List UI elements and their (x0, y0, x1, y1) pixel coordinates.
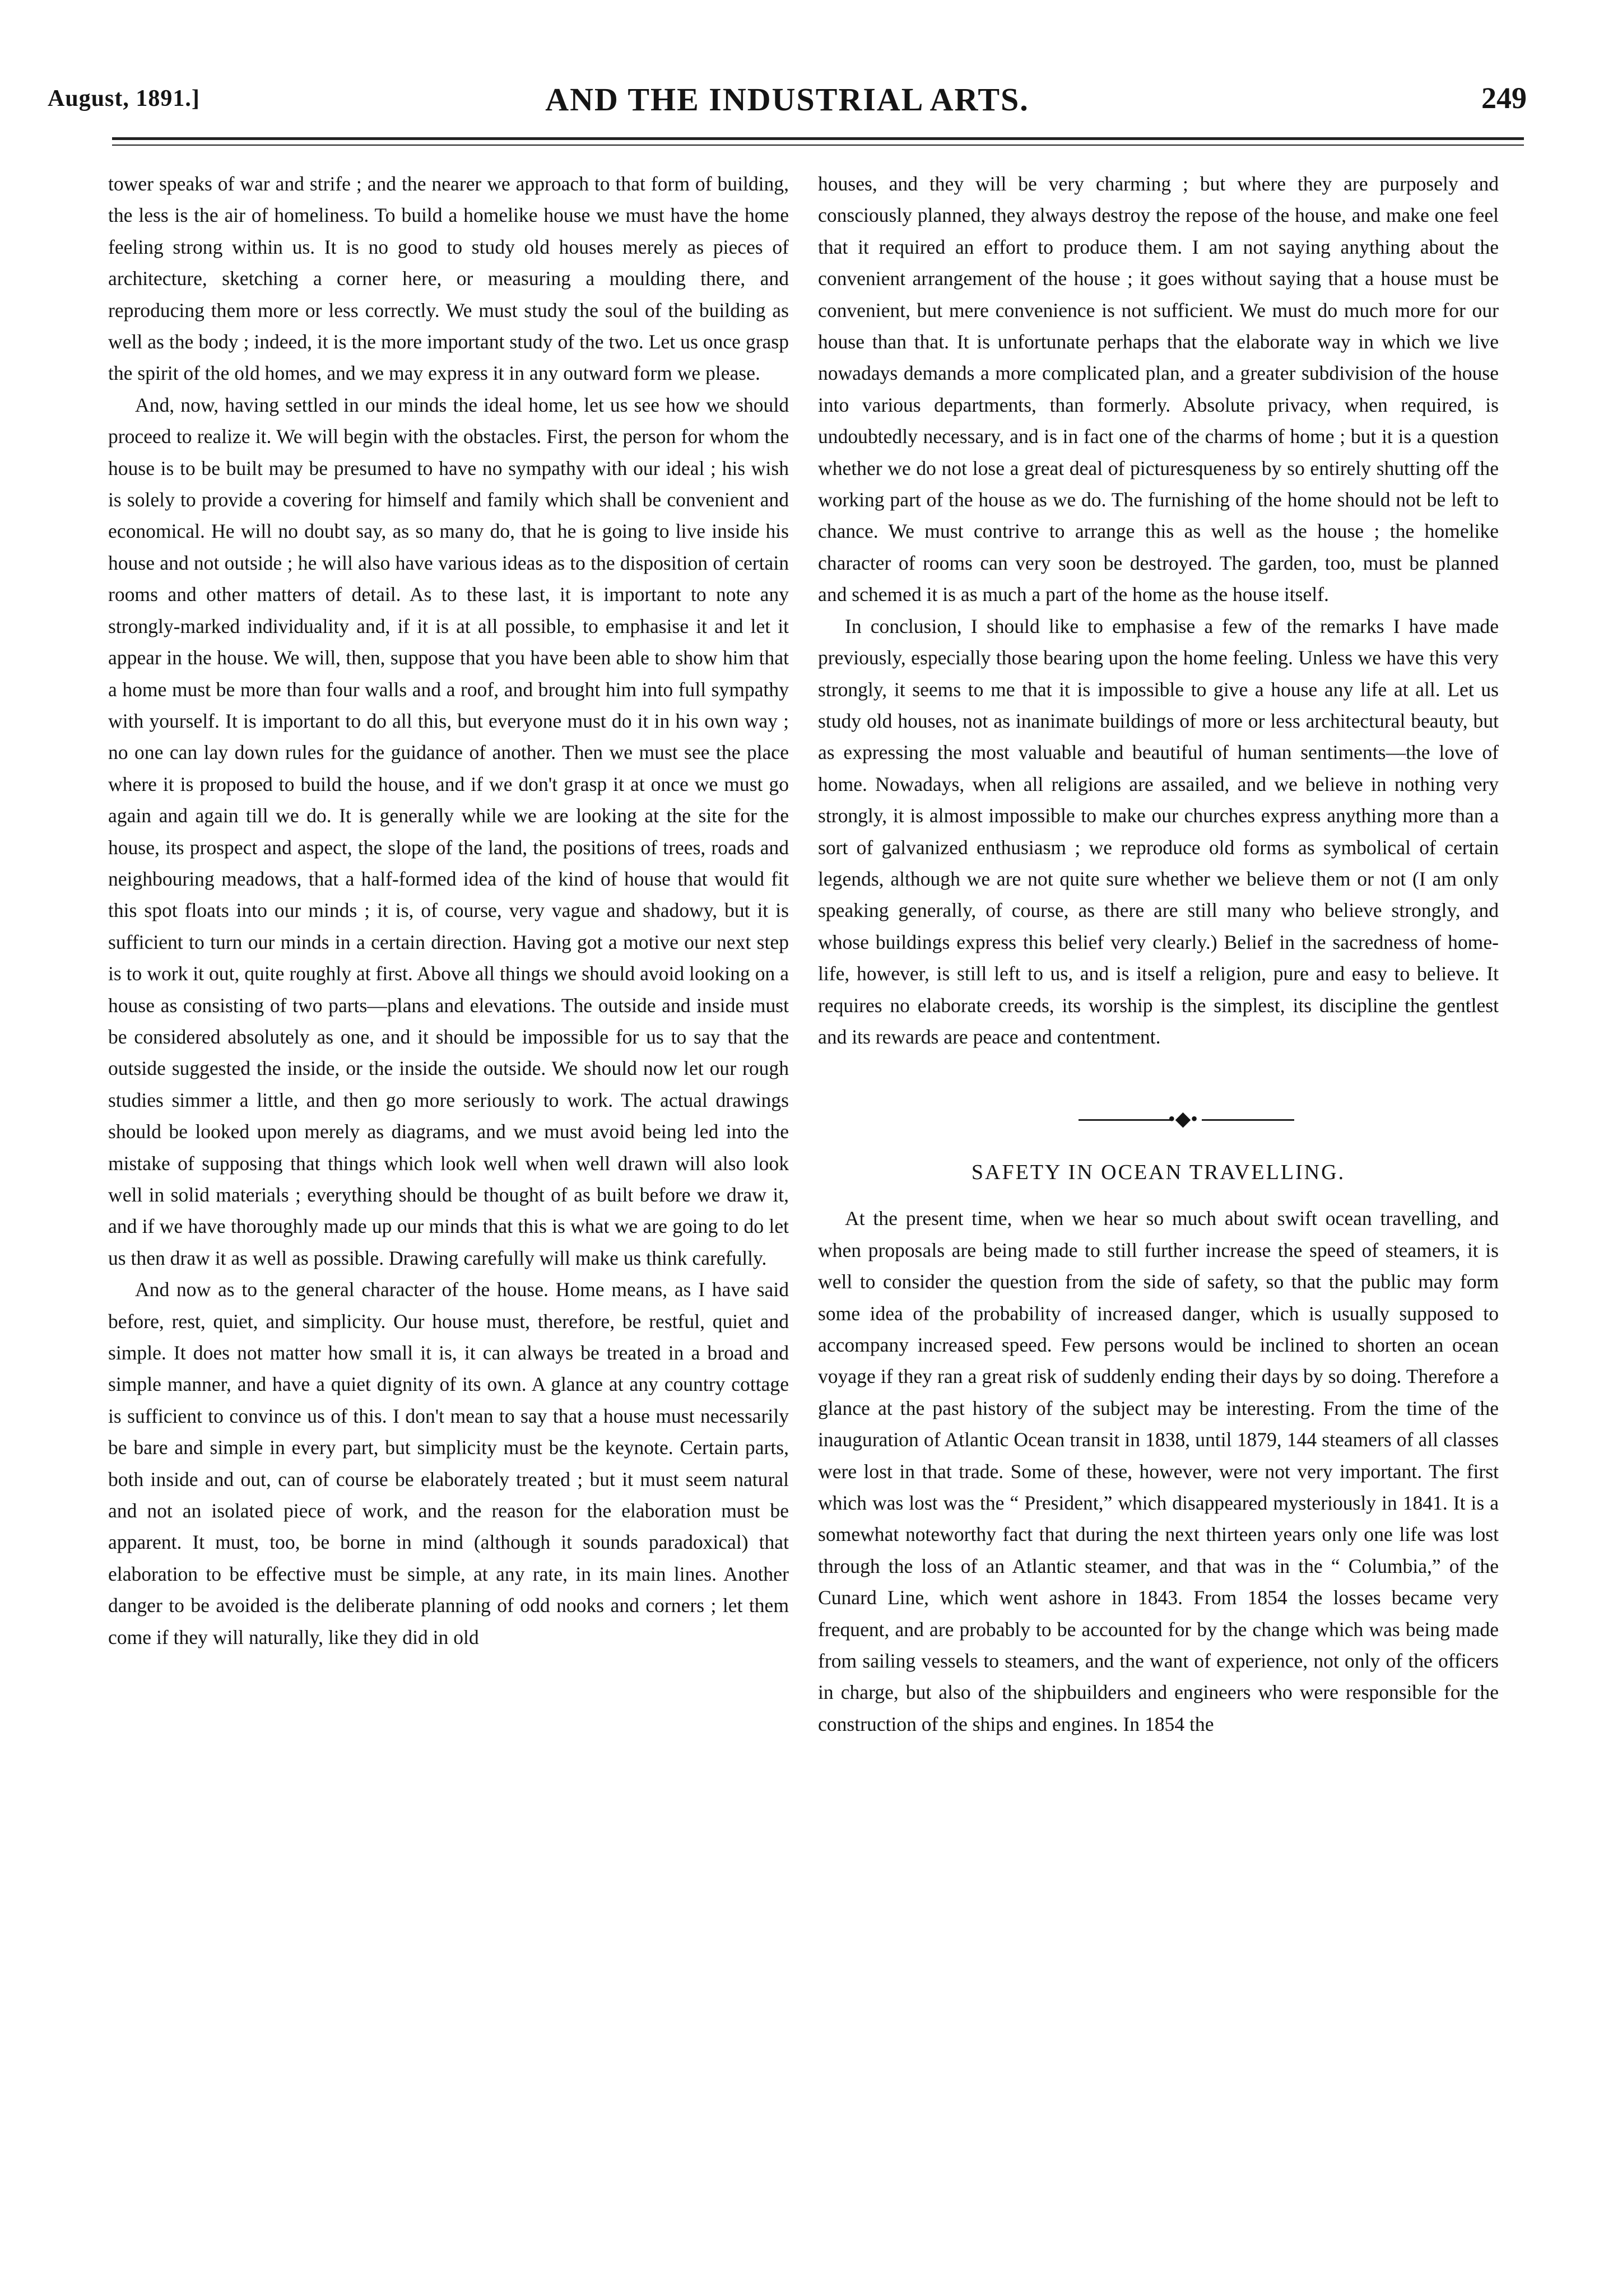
paragraph: And now as to the general character of the house. Home means, as I have said before, rest, quiet, and simplicity. Our house must, therefore, be restful, quiet and simple. It does not matter how small it is, it can always be treated in a broad and simple manner, and have a quiet dignity of its own. A glance at any country cottage is sufficient to convince us of this. I don't mean to say that a house must necessarily be bare and simple in every part, but simplicity must be the keynote. Certain parts, both inside and out, can of course be elaborately treated ; but it must seem natural and not an isolated piece of work, and the reason for the elaboration must be apparent. It must, too, be borne in mind (although it sounds paradoxical) that elaboration to be effective must be simple, at any rate, in its main lines. Another danger to be avoided is the deliberate planning of odd nooks and corners ; let them come if they will naturally, like they did in old (108, 1278, 789, 1648)
section-divider-ornament (818, 1101, 1499, 1140)
divider-line-right (1202, 1119, 1294, 1121)
article-title: SAFETY IN OCEAN TRAVELLING. (971, 1161, 1346, 1185)
page-number: 249 (1481, 81, 1527, 115)
header-rule-thin (112, 145, 1524, 146)
right-column (818, 168, 1499, 1740)
paragraph: tower speaks of war and strife ; and the nearer we approach to that form of building, the less is the air of homeliness. To build a homelike house we must have the home feeling strong within us. It is no good to study old houses merely as pieces of architecture, sketching a corner here, or measuring a moulding there, and reproducing them more or less correctly. We must study the soul of the building as well as the body ; indeed, it is the more important study of the two. Let us once grasp the spirit of the old homes, and we may express it in any outward form we please. (108, 173, 789, 385)
header-title: AND THE INDUSTRIAL ARTS. (545, 81, 1029, 118)
paragraph: At the present time, when we hear so much about swift ocean travelling, and when proposals are being made to still further increase the speed of steamers, it is well to consider the question from the side of safety, so that the public may form some idea of the probability of increased danger, which is usually supposed to accompany increased speed. Few persons would be inclined to shorten an ocean voyage if they ran a great risk of suddenly ending their days by so doing. Therefore a glance at the past history of the subject may be interesting. From the time of the inauguration of Atlantic Ocean transit in 1838, until 1879, 144 steamers of all classes were lost in that trade. Some of these, however, were not very important. The first which was lost was the “ President,” which disappeared mysteriously in 1841. It is a somewhat noteworthy fact that during the next thirteen years only one life was lost through the loss of an Atlantic steamer, and that was in the “ Columbia,” of the Cunard Line, which went ashore in 1843. From 1854 the losses became very frequent, and are probably to be accounted for by the change which was being made from sailing vessels to steamers, and the want of experience, not only of the officers in charge, but also of the shipbuilders and engineers who were responsible for the construction of the ships and engines. In 1854 the (818, 1207, 1499, 1735)
paragraph: In conclusion, I should like to emphasise a few of the remarks I have made previously, especially those bearing upon the home feeling. Unless we have this very strongly, it seems to me that it is impossible to give a house any life at all. Let us study old houses, not as inanimate buildings of more or less architectural beauty, but as expressing the most valuable and beautiful of human sentiments—the love of home. Nowadays, when all religions are assailed, and we believe in nothing very strongly, it is almost impossible to make our churches express anything more than a sort of galvanized enthusiasm ; we reproduce old forms as symbolical of certain legends, although we are not quite sure whether we believe them or not (I am only speaking generally, of course, as there are still many who believe strongly, and whose buildings express this belief very clearly.) Belief in the sacredness of home-life, however, is still left to us, and is itself a religion, pure and easy to believe. It requires no elaborate creeds, its worship is the simplest, its discipline the gentlest and its rewards are peace and contentment. (818, 614, 1499, 1048)
header-date: August, 1891.] (48, 86, 200, 111)
paragraph: And, now, having settled in our minds the ideal home, let us see how we should proceed to realize it. We will begin with the obstacles. First, the person for whom the house is to be built may be presumed to have no sympathy with our ideal ; his wish is solely to provide a covering for himself and family which shall be convenient and economical. He will no doubt say, as so many do, that he is going to live inside his house and not outside ; he will also have various ideas as to the disposition of certain rooms and other matters of detail. As to these last, it is important to note any strongly-marked individuality and, if it is at all possible, to emphasise it and let it appear in the house. We will, then, suppose that you have been able to show him that a home must be more than four walls and a roof, and brought him into full sympathy with yourself. It is important to do all this, but everyone must do it in his own way ; no one can lay down rules for the guidance of another. Then we must see the place where it is proposed to build the house, and if we don't grasp it at once we must go again and again till we do. It is generally while we are looking at the site for the house, its prospect and aspect, the slope of the land, the positions of trees, roads and neighbouring meadows, that a half-formed idea of the kind of house that would fit this spot floats into our minds ; it is, of course, very vague and shadowy, but it is sufficient to turn our minds in a certain direction. Having got a motive our next step is to work it out, quite roughly at first. Above all things we should avoid looking on a house as consisting of two parts—plans and elevations. The outside and inside must be considered absolutely as one, and it should be impossible for us to say that the outside suggested the inside, or the inside the outside. We should now let our rough studies simmer a little, and then go more seriously to work. The actual drawings should be looked upon merely as diagrams, and we must avoid being led into the mistake of supposing that things which look well when well drawn will also look well in solid materials ; everything should be thought of as built before we draw it, and if we have thoroughly made up our minds that this is what we are going to do let us then draw it as well as possible. Drawing carefully will make us think carefully. (108, 393, 789, 1269)
left-column (108, 168, 789, 1653)
running-header (48, 73, 1527, 123)
article-body (818, 1203, 1499, 1740)
paragraph: houses, and they will be very charming ; but where they are purposely and consciously planned, they always destroy the repose of the house, and make one feel that it required an effort to produce them. I am not saying anything about the convenient arrangement of the house ; it goes without saying that a house must be convenient, but mere convenience is not sufficient. We must do much more for our house than that. It is unfortunate perhaps that the elaborate way in which we live nowadays demands a more complicated plan, and a greater subdivision of the house into various departments, than formerly. Absolute privacy, when required, is undoubtedly necessary, and is in fact one of the charms of home ; but it is a question whether we do not lose a great deal of picturesqueness by so entirely shutting off the working part of the house as we do. The furnishing of the home should not be left to chance. We must contrive to arrange this as well as the house ; the homelike character of rooms can very soon be destroyed. The garden, too, must be planned and schemed it is as much a part of the home as the house itself. (818, 173, 1499, 606)
divider-ornament-glyph: •◆• (1168, 1107, 1198, 1130)
header-rule-thick (112, 137, 1524, 140)
divider-line-left (1079, 1119, 1171, 1121)
